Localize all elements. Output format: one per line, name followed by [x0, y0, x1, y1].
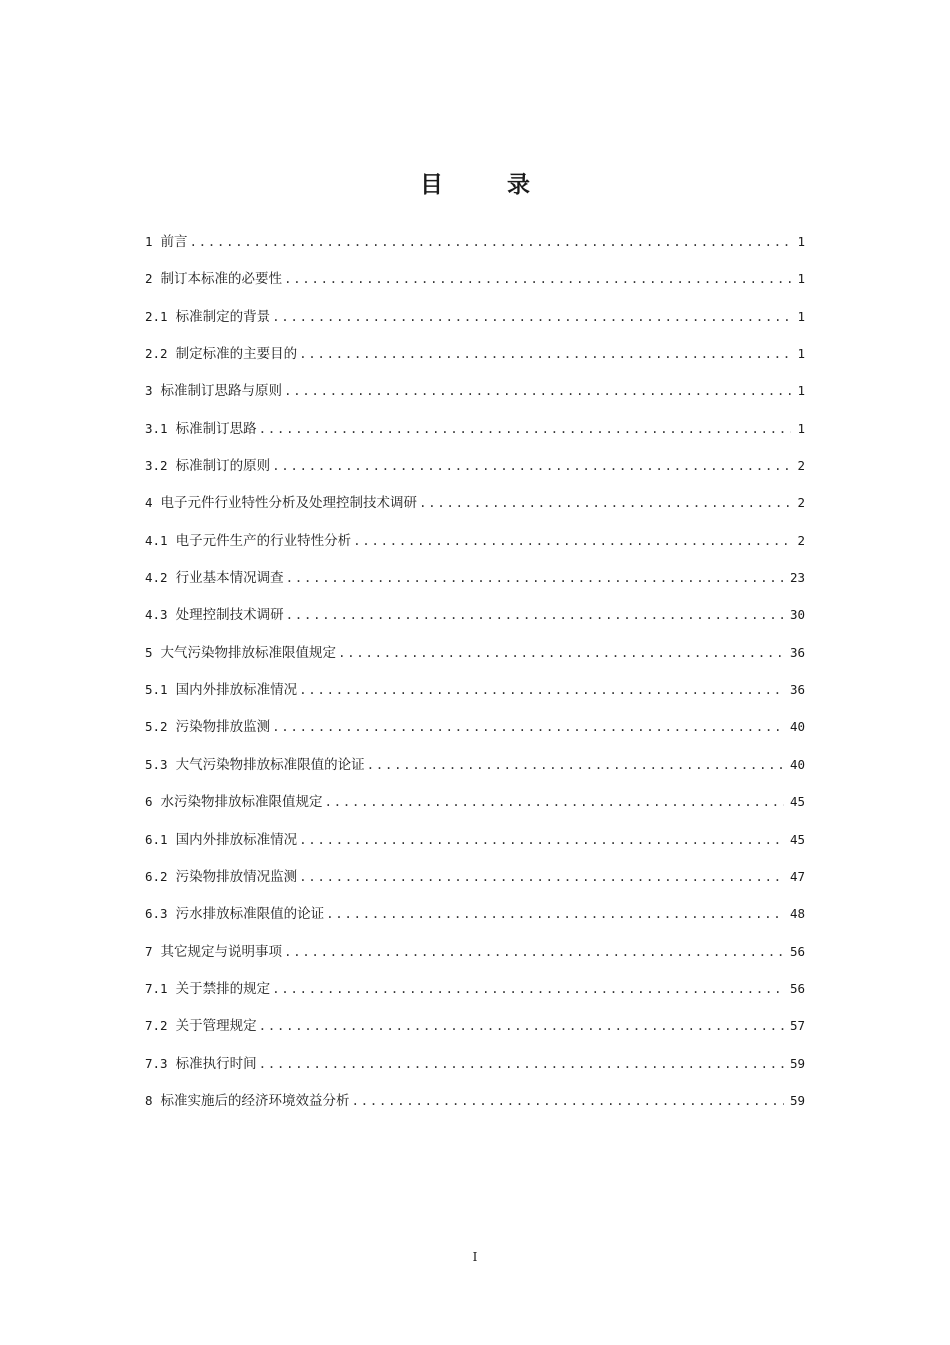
toc-entry-title: 制订本标准的必要性 [160, 271, 283, 288]
toc-entry-title: 国内外排放标准情况 [175, 682, 298, 699]
toc-entry-title: 水污染物排放标准限值规定 [160, 794, 323, 811]
toc-dot-leader [190, 223, 792, 260]
toc-dot-leader [299, 335, 791, 372]
toc-entry-title: 国内外排放标准情况 [175, 831, 298, 848]
toc-dot-leader [353, 522, 791, 559]
toc-entry-page: 36 [789, 682, 805, 698]
toc-list [145, 223, 805, 1119]
toc-entry-number: 7.3 [145, 1055, 168, 1071]
toc-entry[interactable] [145, 783, 805, 820]
toc-dot-leader [284, 260, 791, 297]
toc-entry[interactable] [145, 484, 805, 521]
toc-entry-page: 1 [797, 383, 805, 399]
toc-entry-number: 6.1 [145, 831, 168, 847]
toc-entry-page: 59 [789, 1055, 805, 1071]
toc-entry-title: 标准制定的背景 [175, 308, 271, 325]
toc-dot-leader [284, 933, 784, 970]
toc-dot-leader [259, 1007, 784, 1044]
toc-dot-leader [272, 970, 784, 1007]
toc-dot-leader [259, 410, 792, 447]
toc-dot-leader [352, 1082, 784, 1119]
toc-entry-number: 2.2 [145, 346, 168, 362]
toc-entry[interactable] [145, 1082, 805, 1119]
toc-entry-page: 1 [797, 308, 805, 324]
toc-dot-leader [272, 708, 784, 745]
toc-entry-number: 3.2 [145, 458, 168, 474]
toc-entry-page: 2 [797, 458, 805, 474]
toc-entry-title: 制定标准的主要目的 [175, 346, 298, 363]
toc-entry[interactable] [145, 596, 805, 633]
toc-entry-number: 4.3 [145, 607, 168, 623]
toc-entry-title: 电子元件生产的行业特性分析 [175, 532, 352, 549]
toc-entry[interactable] [145, 1045, 805, 1082]
toc-entry[interactable] [145, 634, 805, 671]
toc-entry-number: 5.2 [145, 719, 168, 735]
toc-entry[interactable] [145, 746, 805, 783]
toc-entry-number: 7 [145, 943, 153, 959]
toc-entry-title: 污水排放标准限值的论证 [175, 906, 325, 923]
toc-entry-page: 36 [789, 644, 805, 660]
toc-entry-number: 4.1 [145, 532, 168, 548]
toc-dot-leader [286, 596, 784, 633]
toc-entry[interactable] [145, 895, 805, 932]
toc-entry-title: 大气污染物排放标准限值的论证 [175, 756, 365, 773]
toc-entry[interactable] [145, 559, 805, 596]
toc-entry-page: 48 [789, 906, 805, 922]
toc-entry[interactable] [145, 298, 805, 335]
toc-entry-page: 59 [789, 1092, 805, 1108]
toc-entry-title: 标准制订思路与原则 [160, 383, 283, 400]
toc-entry[interactable] [145, 223, 805, 260]
toc-entry[interactable] [145, 858, 805, 895]
toc-entry-title: 标准制订的原则 [175, 458, 271, 475]
toc-entry-page: 45 [789, 794, 805, 810]
toc-entry-page: 47 [789, 868, 805, 884]
toc-dot-leader [286, 559, 784, 596]
toc-entry-page: 57 [789, 1018, 805, 1034]
toc-entry[interactable] [145, 821, 805, 858]
toc-entry-title: 处理控制技术调研 [175, 607, 284, 624]
toc-entry-number: 2.1 [145, 308, 168, 324]
toc-entry-title: 标准制订思路 [175, 420, 257, 437]
toc-dot-leader [272, 447, 791, 484]
toc-dot-leader [326, 895, 784, 932]
toc-entry-title: 关于管理规定 [175, 1018, 257, 1035]
toc-entry-number: 6.2 [145, 868, 168, 884]
toc-entry-title: 电子元件行业特性分析及处理控制技术调研 [160, 495, 418, 512]
toc-entry-page: 1 [797, 234, 805, 249]
toc-entry[interactable] [145, 933, 805, 970]
toc-dot-leader [259, 1045, 784, 1082]
toc-entry-page: 40 [789, 719, 805, 735]
toc-entry-title: 污染物排放监测 [175, 719, 271, 736]
toc-entry-number: 3.1 [145, 420, 168, 436]
toc-entry-number: 2 [145, 271, 153, 287]
toc-entry[interactable] [145, 1007, 805, 1044]
toc-entry[interactable] [145, 708, 805, 745]
toc-entry-title: 其它规定与说明事项 [160, 943, 283, 960]
toc-entry-title: 污染物排放情况监测 [175, 868, 298, 885]
toc-entry[interactable] [145, 410, 805, 447]
toc-entry[interactable] [145, 522, 805, 559]
toc-entry-page: 40 [789, 756, 805, 772]
toc-entry-title: 关于禁排的规定 [175, 980, 271, 997]
toc-entry-page: 2 [797, 532, 805, 548]
toc-entry[interactable] [145, 372, 805, 409]
toc-entry-title: 标准执行时间 [175, 1055, 257, 1072]
toc-entry[interactable] [145, 970, 805, 1007]
toc-entry-number: 5.3 [145, 756, 168, 772]
toc-dot-leader [284, 372, 791, 409]
toc-entry-title: 行业基本情况调查 [175, 570, 284, 587]
toc-entry-page: 30 [789, 607, 805, 623]
toc-entry-number: 4 [145, 495, 153, 511]
toc-entry-page: 56 [789, 980, 805, 996]
toc-entry[interactable] [145, 671, 805, 708]
toc-entry-page: 56 [789, 943, 805, 959]
toc-dot-leader [325, 783, 784, 820]
toc-entry-page: 23 [789, 570, 805, 586]
toc-dot-leader [299, 671, 784, 708]
toc-dot-leader [299, 858, 784, 895]
toc-dot-leader [272, 298, 791, 335]
toc-entry-title: 标准实施后的经济环境效益分析 [160, 1092, 350, 1109]
toc-entry-number: 5 [145, 644, 153, 660]
toc-entry-number: 4.2 [145, 570, 168, 586]
toc-entry-page: 45 [789, 831, 805, 847]
toc-entry-number: 7.2 [145, 1018, 168, 1034]
toc-entry[interactable] [145, 335, 805, 372]
toc-entry-page: 2 [797, 495, 805, 511]
toc-entry-title: 大气污染物排放标准限值规定 [160, 644, 337, 661]
toc-entry-number: 6.3 [145, 906, 168, 922]
toc-entry[interactable] [145, 447, 805, 484]
toc-entry-number: 8 [145, 1092, 153, 1108]
toc-dot-leader [367, 746, 784, 783]
toc-entry-page: 1 [797, 420, 805, 436]
toc-dot-leader [338, 634, 784, 671]
toc-entry-number: 7.1 [145, 980, 168, 996]
toc-entry-page: 1 [797, 271, 805, 287]
page-number: I [472, 1250, 478, 1264]
toc-entry-number: 6 [145, 794, 153, 810]
toc-entry-title: 前言 [160, 234, 188, 250]
toc-entry-number: 3 [145, 383, 153, 399]
toc-title: 目 录 [419, 172, 558, 198]
toc-entry-number: 1 [145, 234, 153, 249]
toc-dot-leader [299, 821, 784, 858]
toc-entry[interactable] [145, 260, 805, 297]
toc-entry-page: 1 [797, 346, 805, 362]
toc-entry-number: 5.1 [145, 682, 168, 698]
toc-dot-leader [419, 484, 791, 521]
